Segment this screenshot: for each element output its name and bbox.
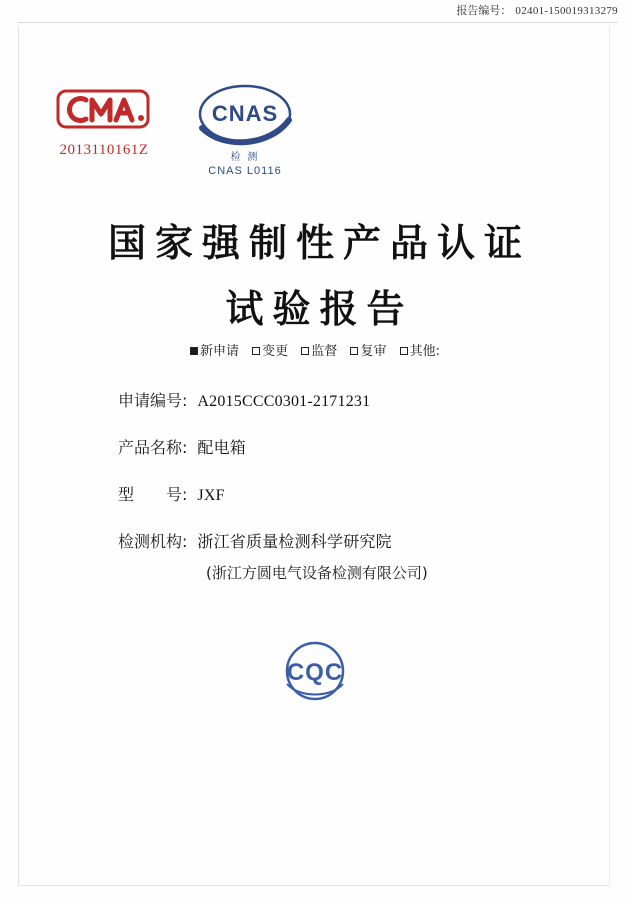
cnas-code: CNAS L0116 bbox=[208, 165, 282, 177]
checkbox-change-label: 变更 bbox=[262, 344, 289, 359]
checkbox-other-label: 其他: bbox=[409, 344, 440, 359]
field-test-agency-secondary: (浙江方圆电气设备检测有限公司) bbox=[206, 564, 428, 582]
checkbox-new-icon[interactable] bbox=[190, 347, 198, 355]
cnas-sublabel: 检 测 bbox=[230, 152, 260, 163]
checkbox-review-label: 复审 bbox=[360, 344, 387, 359]
field-application-number-value: A2015CCC0301-2171231 bbox=[197, 393, 371, 410]
field-model bbox=[118, 482, 548, 505]
checkbox-new-label: 新申请 bbox=[199, 344, 239, 359]
field-model-label: 型 号: bbox=[118, 485, 188, 504]
checkbox-item-other[interactable] bbox=[400, 340, 440, 359]
field-product-name-label: 产品名称: bbox=[118, 438, 188, 457]
field-list bbox=[118, 388, 548, 605]
svg-text:CNAS: CNAS bbox=[211, 101, 279, 126]
accreditation-marks bbox=[0, 80, 630, 180]
report-number-value: 02401-150019313279 bbox=[515, 5, 618, 17]
field-test-agency-value: 浙江省质量检测科学研究院 bbox=[197, 532, 392, 551]
cqc-mark-block bbox=[0, 640, 630, 707]
checkbox-change-icon[interactable] bbox=[252, 347, 260, 355]
top-divider bbox=[18, 22, 618, 23]
page-title-line1: 国家强制性产品认证 bbox=[107, 221, 531, 265]
cma-mark-block bbox=[44, 88, 164, 159]
field-product-name-value: 配电箱 bbox=[197, 438, 247, 457]
cma-logo-icon bbox=[56, 88, 152, 132]
field-product-name bbox=[118, 435, 548, 458]
cnas-logo-icon bbox=[190, 80, 300, 158]
checkbox-supervision-label: 监督 bbox=[311, 344, 338, 359]
cma-code: 2013110161Z bbox=[59, 142, 149, 158]
field-test-agency-label: 检测机构: bbox=[118, 532, 188, 551]
cqc-logo-icon bbox=[269, 640, 361, 702]
application-type-row bbox=[0, 340, 630, 359]
checkbox-review-icon[interactable] bbox=[350, 347, 358, 355]
checkbox-item-supervision[interactable] bbox=[301, 340, 337, 359]
field-test-agency bbox=[118, 529, 548, 552]
report-number-label: 报告编号： bbox=[456, 5, 512, 17]
svg-text:CQC: CQC bbox=[286, 659, 344, 686]
checkbox-item-review[interactable] bbox=[350, 340, 386, 359]
checkbox-supervision-icon[interactable] bbox=[301, 347, 309, 355]
field-model-value: JXF bbox=[197, 487, 225, 504]
checkbox-item-new[interactable] bbox=[190, 340, 239, 359]
field-application-number-label: 申请编号: bbox=[118, 391, 188, 410]
field-application-number bbox=[118, 388, 548, 411]
page-title-line2: 试验报告 bbox=[225, 287, 414, 331]
checkbox-other-icon[interactable] bbox=[400, 347, 408, 355]
report-number bbox=[456, 2, 618, 18]
cnas-mark-block bbox=[180, 80, 310, 177]
checkbox-item-change[interactable] bbox=[252, 340, 288, 359]
